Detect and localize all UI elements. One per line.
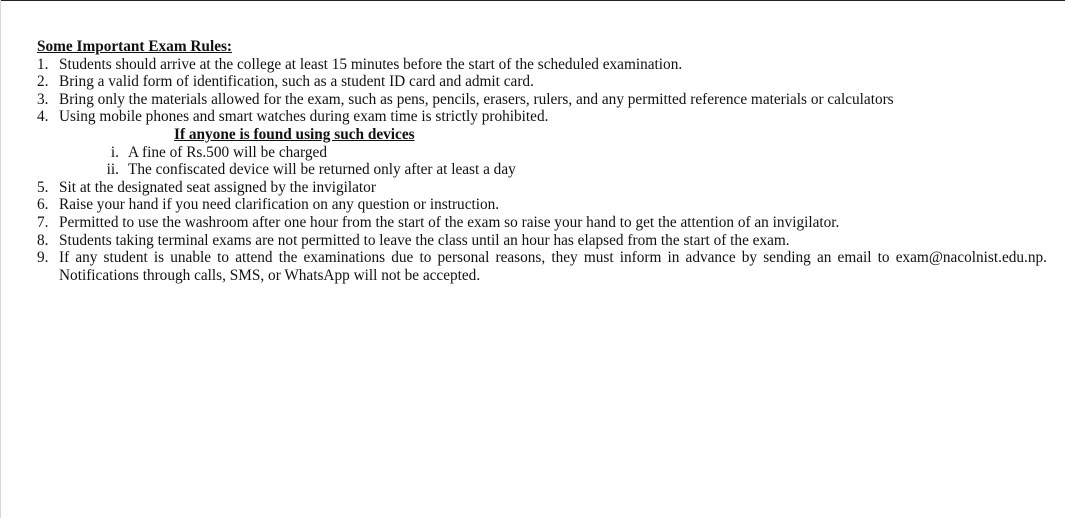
rule-item-5 — [37, 179, 1047, 197]
exam-rules-document — [37, 38, 1047, 284]
rule-text: Students taking terminal exams are not permitted to leave the class until an hour has elapsed from the start of the exam. — [59, 231, 790, 249]
device-subitem-2 — [37, 161, 1047, 179]
rule-text: If any student is unable to attend the examinations due to personal reasons, they must inform in advance by sending an email to exam@nacolnist.edu.np. Notifications through calls, SMS, or WhatsApp will not be accepted. — [59, 249, 1047, 284]
rule-item-9 — [37, 249, 1047, 284]
rule-item-7 — [37, 214, 1047, 232]
rule-number: 4. — [37, 108, 49, 126]
rule-number: 6. — [37, 196, 49, 214]
rule-item-1 — [37, 56, 1047, 74]
rule-text: Students should arrive at the college at least 15 minutes before the start of the scheduled examination. — [59, 55, 683, 73]
rule-number: 8. — [37, 231, 49, 249]
rule-item-2 — [37, 73, 1047, 91]
rule-text: Using mobile phones and smart watches during exam time is strictly prohibited. — [59, 108, 549, 126]
rule-item-4 — [37, 108, 1047, 126]
rule-text: Bring a valid form of identification, such as a student ID card and admit card. — [59, 73, 534, 91]
rule-text: Permitted to use the washroom after one hour from the start of the exam so raise your hand to get the attention of an invigilator. — [59, 213, 840, 231]
rule-number: 2. — [37, 73, 49, 91]
device-subitem-1 — [37, 144, 1047, 162]
subitem-number: ii. — [106, 161, 119, 179]
rule-item-8 — [37, 232, 1047, 250]
rule-text: Sit at the designated seat assigned by the invigilator — [59, 178, 376, 196]
rule-number: 5. — [37, 178, 49, 196]
rule-number: 9. — [37, 249, 49, 267]
rule-text: Bring only the materials allowed for the exam, such as pens, pencils, erasers, rulers, and any permitted reference materials or calculators — [59, 90, 894, 108]
document-heading: Some Important Exam Rules: — [37, 38, 233, 55]
top-border-line — [0, 0, 1065, 1]
subitem-text: The confiscated device will be returned only after at least a day — [128, 161, 516, 179]
rule-number: 3. — [37, 90, 49, 108]
rule-item-6 — [37, 196, 1047, 214]
rule-text: Raise your hand if you need clarification on any question or instruction. — [59, 196, 500, 214]
subitem-number: i. — [110, 143, 119, 161]
rule-number: 1. — [37, 55, 49, 73]
subitem-text: A fine of Rs.500 will be charged — [128, 143, 327, 161]
device-section-heading: If anyone is found using such devices — [174, 125, 415, 143]
rule-number: 7. — [37, 213, 49, 231]
rule-item-3 — [37, 91, 1047, 109]
left-border-line — [0, 0, 1, 518]
